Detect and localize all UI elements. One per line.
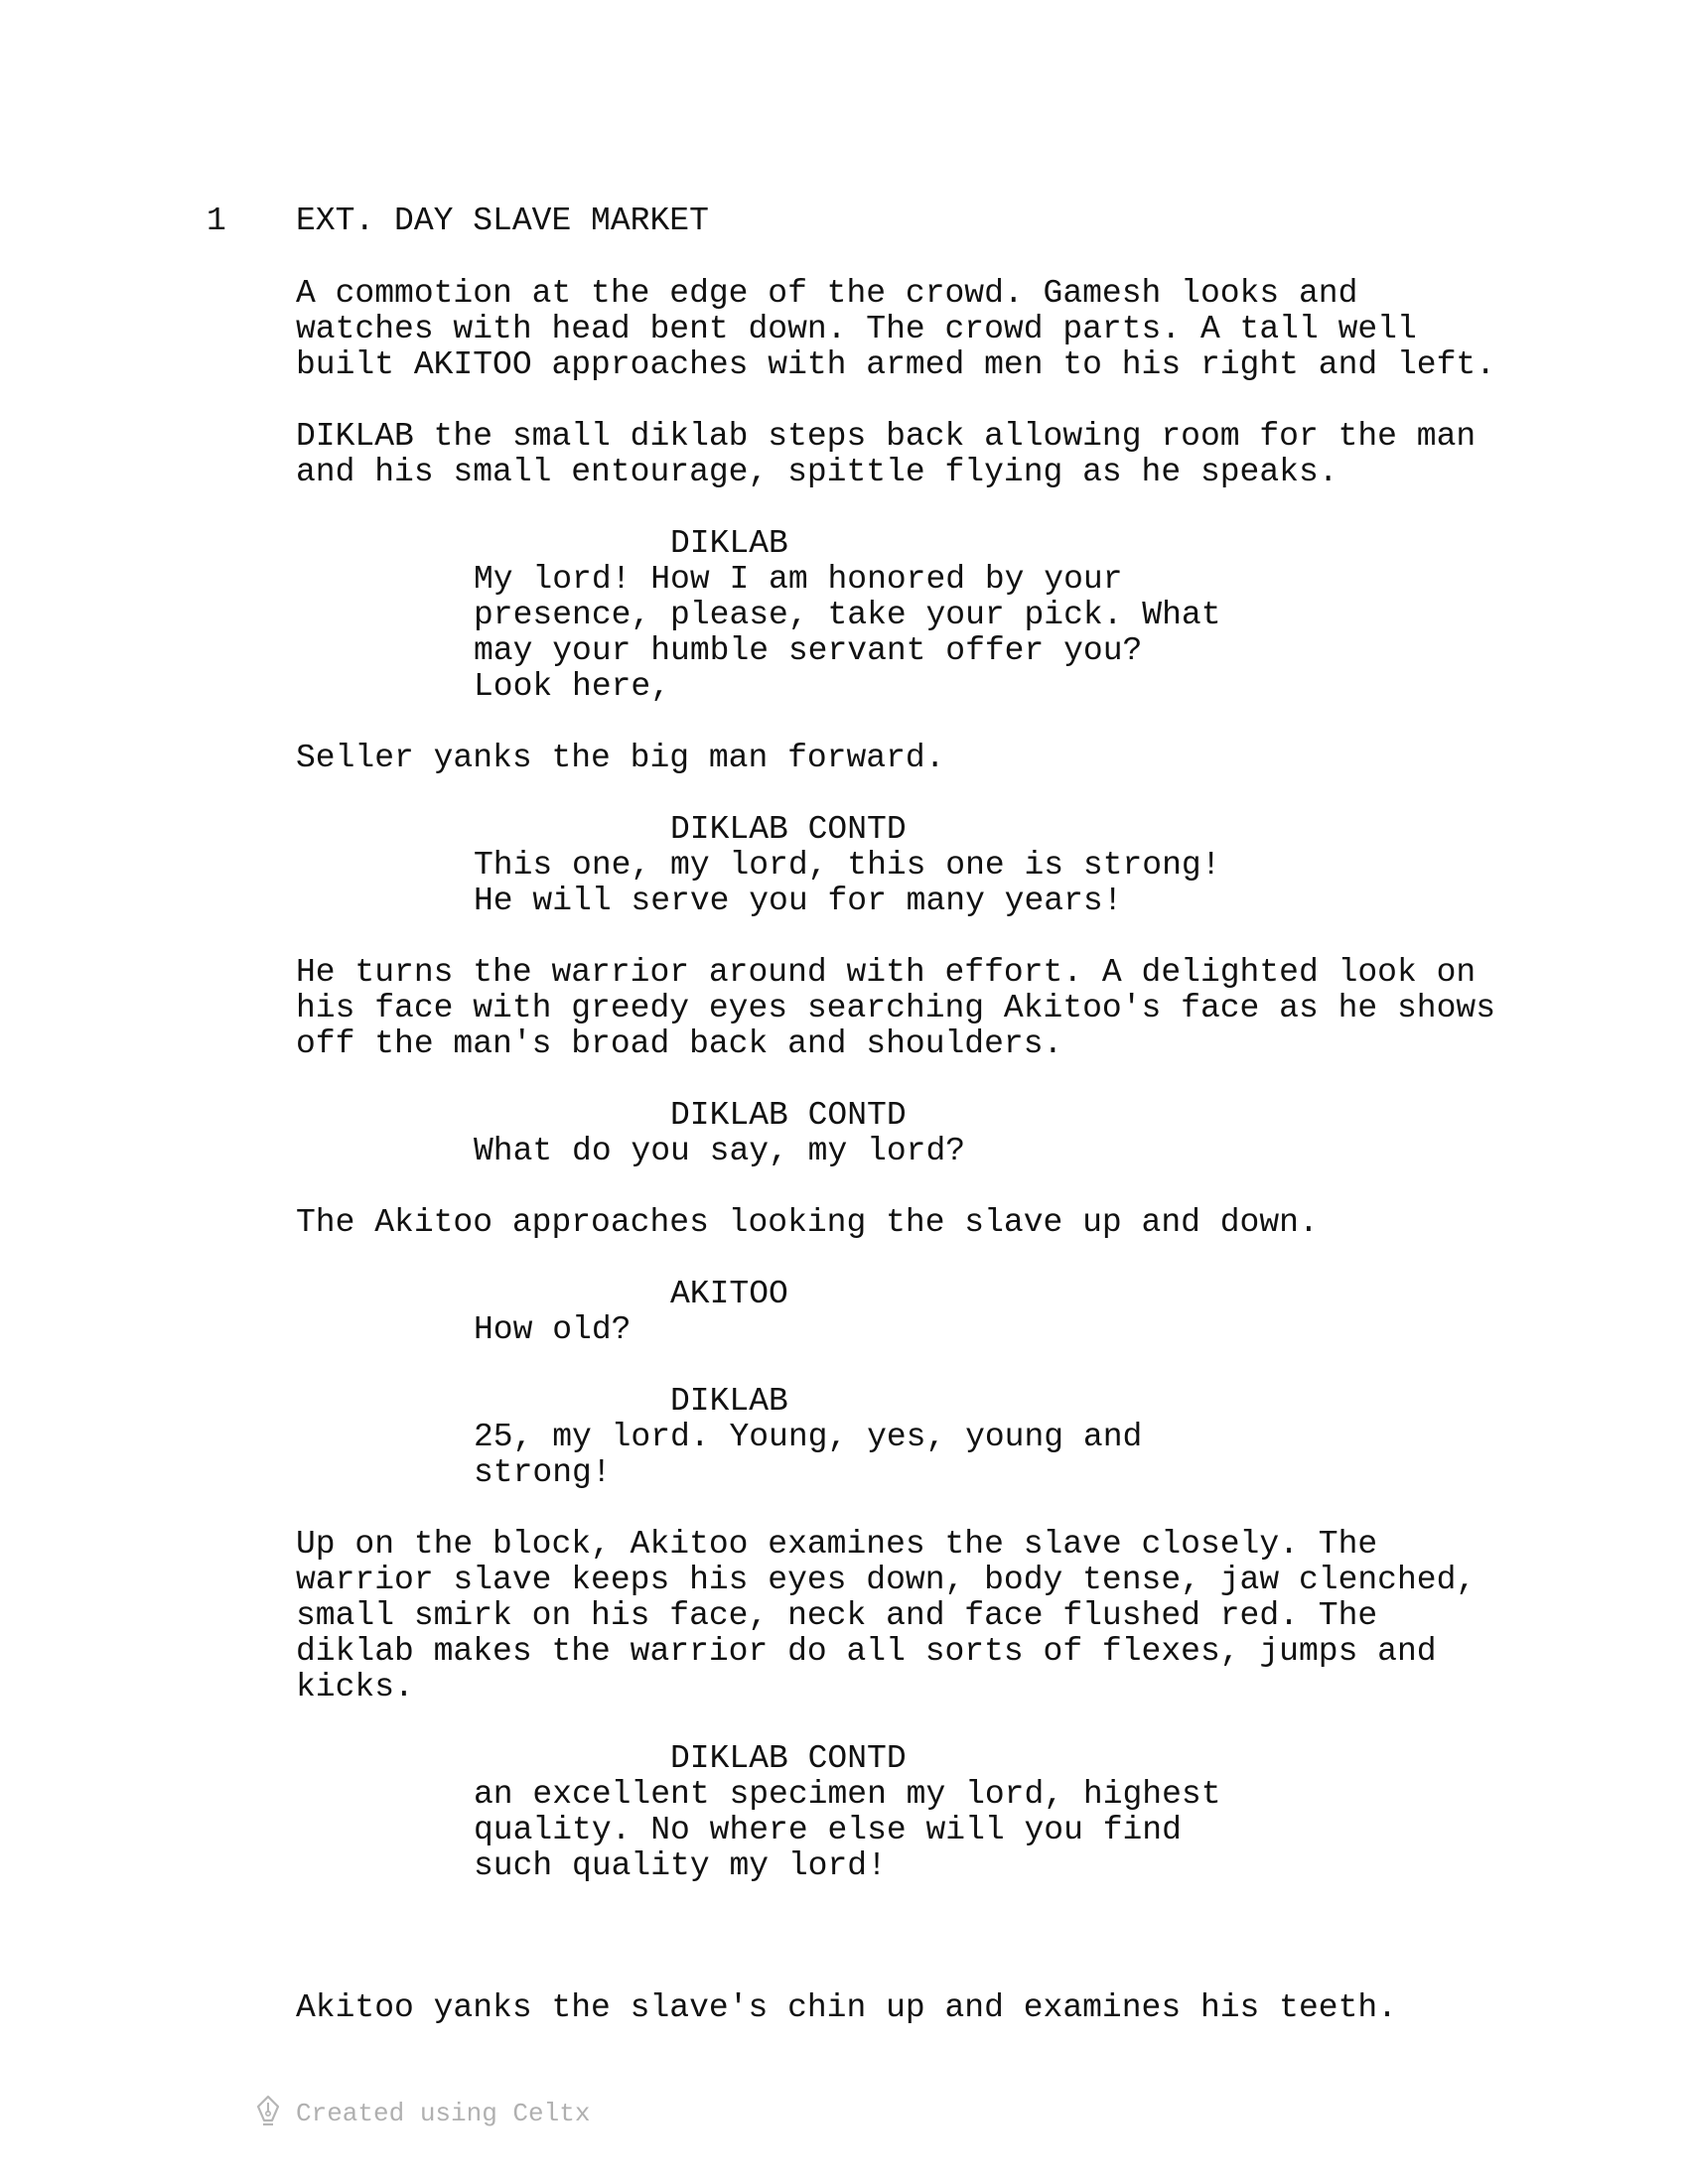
- dialogue-line: may your humble servant offer you?: [474, 632, 1143, 669]
- action-line: built AKITOO approaches with armed men to his right and left.: [296, 346, 1495, 383]
- character-name: DIKLAB CONTD: [670, 1097, 907, 1134]
- dialogue-line: quality. No where else will you find: [474, 1812, 1182, 1848]
- action-line: and his small entourage, spittle flying as he speaks.: [296, 454, 1338, 490]
- dialogue-line: 25, my lord. Young, yes, young and: [474, 1419, 1143, 1455]
- action-line: He turns the warrior around with effort. A delighted look on: [296, 954, 1477, 991]
- action-line: off the man's broad back and shoulders.: [296, 1025, 1063, 1062]
- character-name: DIKLAB CONTD: [670, 1740, 907, 1777]
- action-line: warrior slave keeps his eyes down, body tense, jaw clenched,: [296, 1562, 1477, 1598]
- dialogue-line: Look here,: [474, 668, 671, 705]
- action-line: Seller yanks the big man forward.: [296, 740, 945, 776]
- action-line: his face with greedy eyes searching Akitoo's face as he shows: [296, 990, 1495, 1026]
- action-line: watches with head bent down. The crowd parts. A tall well: [296, 311, 1417, 347]
- character-name: AKITOO: [670, 1276, 788, 1312]
- celtx-pen-icon: [254, 2095, 282, 2128]
- action-line: The Akitoo approaches looking the slave up and down.: [296, 1204, 1319, 1241]
- dialogue-line: an excellent specimen my lord, highest: [474, 1776, 1221, 1813]
- character-name: DIKLAB: [670, 525, 788, 562]
- action-line: Up on the block, Akitoo examines the slave closely. The: [296, 1526, 1378, 1563]
- action-line: A commotion at the edge of the crowd. Gamesh looks and: [296, 275, 1358, 312]
- character-name: DIKLAB: [670, 1383, 788, 1420]
- dialogue-line: What do you say, my lord?: [474, 1133, 966, 1169]
- dialogue-line: presence, please, take your pick. What: [474, 597, 1221, 633]
- footer-credit: Created using Celtx: [296, 2099, 591, 2128]
- action-line: DIKLAB the small diklab steps back allowing room for the man: [296, 418, 1477, 455]
- dialogue-line: He will serve you for many years!: [474, 883, 1123, 919]
- dialogue-line: such quality my lord!: [474, 1847, 887, 1884]
- dialogue-line: My lord! How I am honored by your: [474, 561, 1123, 598]
- action-line: diklab makes the warrior do all sorts of flexes, jumps and: [296, 1633, 1437, 1670]
- dialogue-line: This one, my lord, this one is strong!: [474, 847, 1221, 884]
- dialogue-line: strong!: [474, 1454, 612, 1491]
- character-name: DIKLAB CONTD: [670, 811, 907, 848]
- action-line: Akitoo yanks the slave's chin up and examines his teeth.: [296, 1989, 1397, 2026]
- action-line: small smirk on his face, neck and face flushed red. The: [296, 1597, 1378, 1634]
- scene-heading: EXT. DAY SLAVE MARKET: [296, 203, 709, 239]
- dialogue-line: How old?: [474, 1311, 632, 1348]
- scene-number: 1: [207, 203, 226, 239]
- action-line: kicks.: [296, 1669, 414, 1706]
